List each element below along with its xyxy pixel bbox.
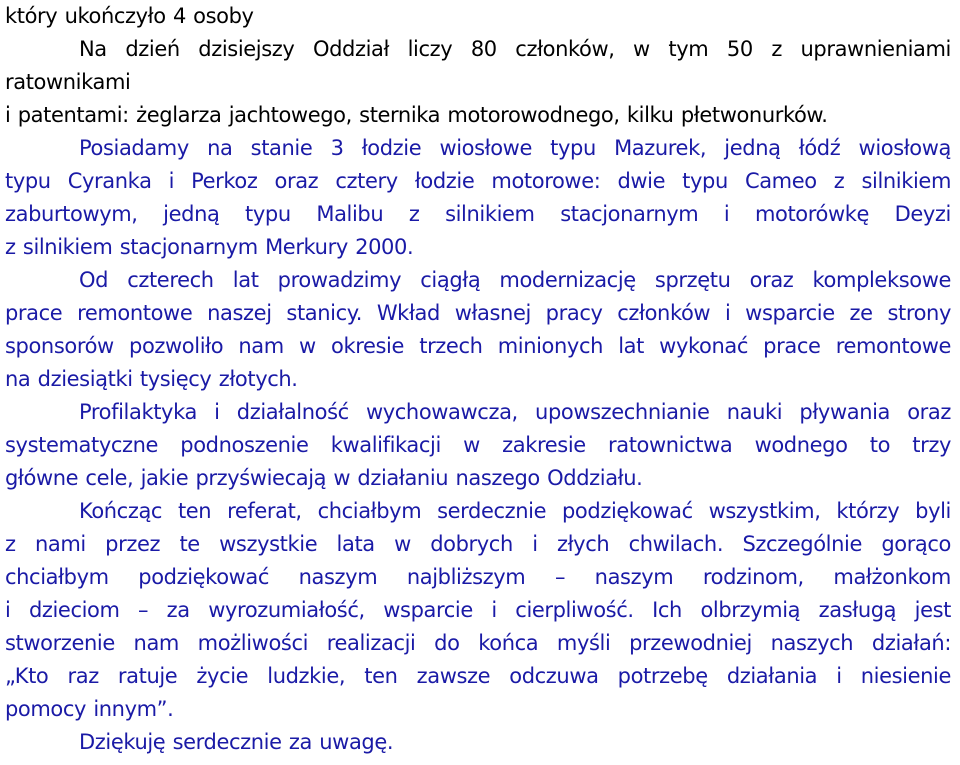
text-line: stworzenie nam możliwości realizacji do końca myśli przewodniej naszych działań:: [5, 631, 951, 655]
text-line: ratownikami: [5, 70, 131, 94]
text-line: Kończąc ten referat, chciałbym serdecznie podziękować wszystkim, którzy byli: [79, 499, 951, 523]
text-line: Od czterech lat prowadzimy ciągłą modernizację sprzętu oraz kompleksowe: [79, 268, 951, 292]
text-line: prace remontowe naszej stanicy. Wkład własnej pracy członków i wsparcie ze strony: [5, 301, 951, 325]
text-line: Posiadamy na stanie 3 łodzie wiosłowe typu Mazurek, jedną łódź wiosłową: [79, 136, 951, 160]
text-line: który ukończyło 4 osoby: [5, 4, 254, 28]
text-line: pomocy innym”.: [5, 697, 174, 721]
text-line: typu Cyranka i Perkoz oraz cztery łodzie motorowe: dwie typu Cameo z silnikiem: [5, 169, 951, 193]
text-line: i dzieciom – za wyrozumiałość, wsparcie i cierpliwość. Ich olbrzymią zasługą jest: [5, 598, 951, 622]
text-line: na dziesiątki tysięcy złotych.: [5, 367, 298, 391]
text-line: Profilaktyka i działalność wychowawcza, upowszechnianie nauki pływania oraz: [79, 400, 951, 424]
text-line: chciałbym podziękować naszym najbliższym – naszym rodzinom, małżonkom: [5, 565, 951, 589]
document-body: [5, 0, 951, 759]
text-line: z silnikiem stacjonarnym Merkury 2000.: [5, 235, 414, 259]
text-line: sponsorów pozwoliło nam w okresie trzech minionych lat wykonać prace remontowe: [5, 334, 951, 358]
text-line: główne cele, jakie przyświecają w działaniu naszego Oddziału.: [5, 466, 643, 490]
text-line: „Kto raz ratuje życie ludzkie, ten zawsze odczuwa potrzebę działania i niesienie: [5, 664, 951, 688]
text-line: zaburtowym, jedną typu Malibu z silnikiem stacjonarnym i motorówkę Deyzi: [5, 202, 951, 226]
text-line: Dziękuję serdecznie za uwagę.: [79, 730, 394, 754]
text-line: systematyczne podnoszenie kwalifikacji w zakresie ratownictwa wodnego to trzy: [5, 433, 951, 457]
text-line: i patentami: żeglarza jachtowego, sternika motorowodnego, kilku płetwonurków.: [5, 103, 828, 127]
text-line: Na dzień dzisiejszy Oddział liczy 80 członków, w tym 50 z uprawnieniami: [79, 37, 951, 61]
text-line: z nami przez te wszystkie lata w dobrych i złych chwilach. Szczególnie gorąco: [5, 532, 951, 556]
